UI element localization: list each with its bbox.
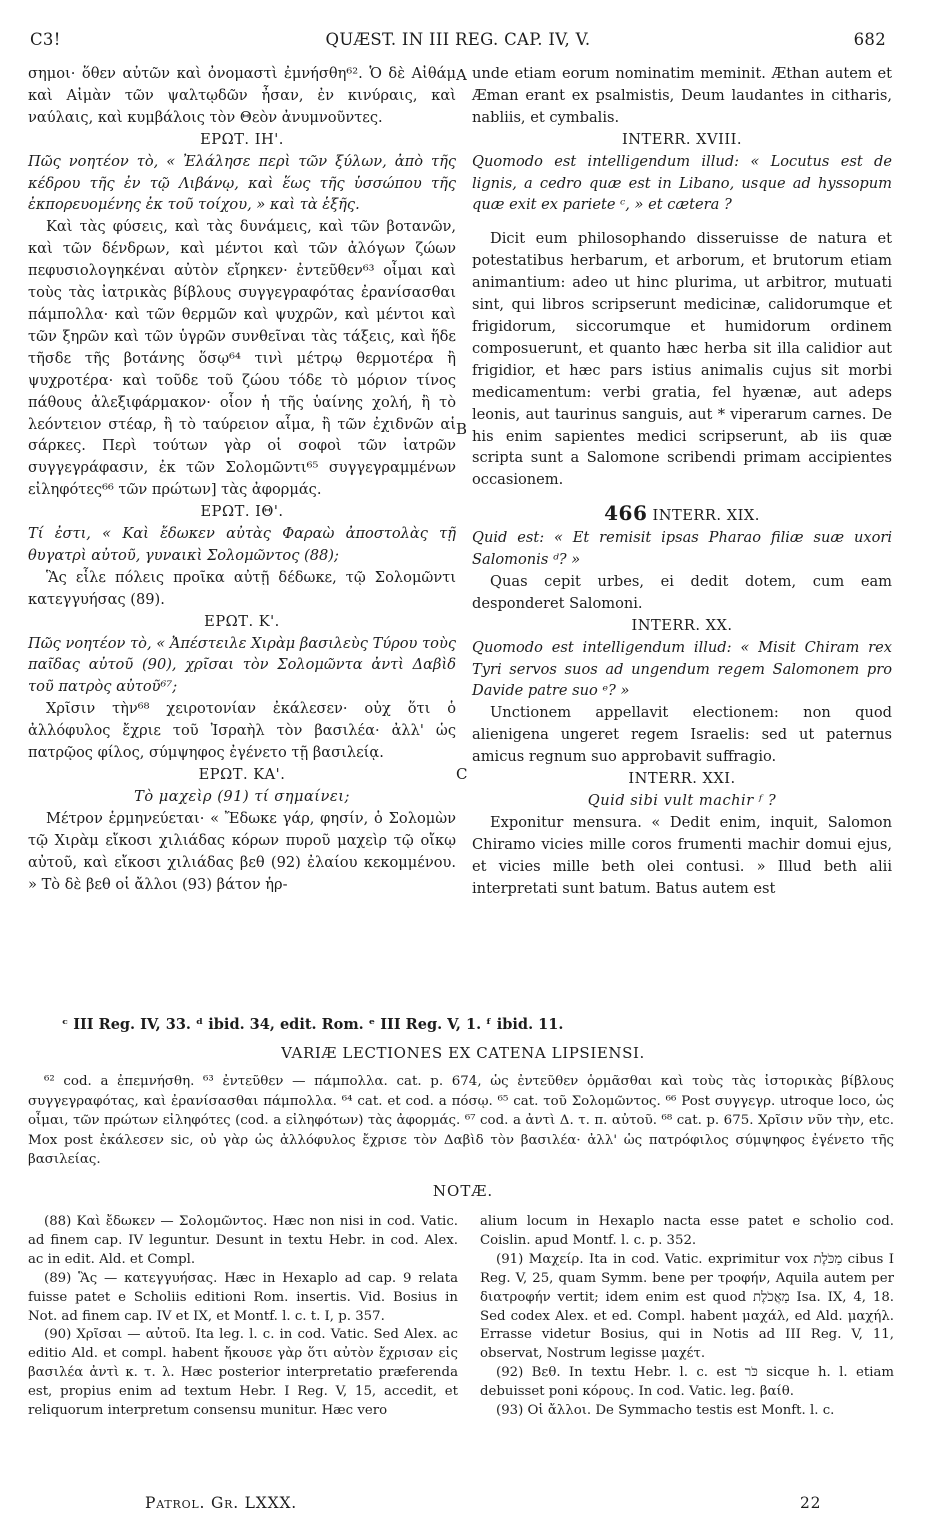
- series-signature: Patrol. Gr. LXXX.: [145, 1494, 298, 1512]
- latin-answer: Exponitur mensura. « Dedit enim, inquit, Salomon Chiramo vicies mille coros frumenti machir domui ejus, et vicies mille beth olei contusi. » Illud beth alii interpretati sunt batum. Batus autem est: [472, 813, 892, 897]
- latin-question-heading: INTERR. XVIII.: [621, 130, 743, 148]
- greek-question: Πῶς νοητέον τὸ, « Ἐλάλησε περὶ τῶν ξύλων, ἀπὸ τῆς κέδρου τῆς ἐν τῷ Λιβάνῳ, καὶ ἕως τῆς ὑσσώπου τῆς ἐκπορευομένης ἐκ τοῦ τοίχου, » καὶ τὰ ἑξῆς.: [28, 152, 456, 214]
- latin-question: Quid sibi vult machir ᶠ ?: [587, 792, 777, 809]
- greek-answer: Μέτρον ἑρμηνεύεται· « Ἔδωκε γάρ, φησίν, ὁ Σολομὼν τῷ Χιρὰμ εἴκοσι χιλιάδας κόρων πυροῦ μαχεὶρ τῷ οἴκῳ αὐτοῦ, καὶ εἴκοσι χιλιάδας βεθ (92) ἐλαίου κεκομμένου. » Τὸ δὲ βεθ οἱ ἄλλοι (93) βάτον ἡρ-: [28, 809, 456, 893]
- greek-question: Πῶς νοητέον τὸ, « Ἀπέστειλε Χιρὰμ βασιλεὺς Τύρου τοὺς παῖδας αὐτοῦ (90), χρῖσαι τὸν Σολομῶντα ἀντὶ Δαβὶδ τοῦ πατρὸς αὐτοῦ⁶⁷;: [28, 634, 456, 696]
- running-title: QUÆST. IN III REG. CAP. IV, V.: [325, 30, 591, 49]
- greek-question-heading: ΕΡΩΤ. ΙΘ'.: [200, 503, 284, 521]
- greek-question-heading: ΕΡΩΤ. ΙΗ'.: [200, 130, 284, 148]
- variae-lectiones: [28, 1072, 894, 1170]
- note-90: (90) Χρῖσαι — αὐτοῦ. Ita leg. l. c. in cod. Vatic. Sed Alex. ac editio Ald. et compl. habent ἤκουσε γὰρ ὅτι αὐτὸν ἔχρισαν εἰς βασιλέα ἀντὶ κ. τ. λ. Hæc posterior interpretatio præferenda est, propius enim ad textum Hebr. I Reg. V, 15, accedit, et reliquorum interpretum consensu munitur. Hæc vero: [28, 1327, 458, 1419]
- note-93: (93) Οἱ ἄλλοι. De Symmacho testis est Monft. l. c.: [496, 1403, 835, 1419]
- latin-answer: Dicit eum philosophando disseruisse de natura et potestatibus herbarum, et arborum, et brutorum etiam animantium: adeo ut hinc plurima, ut arbitror, mutuati sint, qui libros scripserunt medicinæ, calidorumque et frigidorum, siccorumque et humidorum ordinem composuerunt, et quanto hæc herba sit illa calidior aut frigidior, et hæc pars istius animalis cujus sit morbi medicamentum: verbi gratia, fel hyænæ, aut adeps leonis, aut taurinus sanguis, aut * viperarum carnes. De his enim sapientes medici scripserunt, ab iis quæ scripta sunt a Salomone scribendi primam accipientes occasionem.: [472, 230, 892, 489]
- latin-question-heading: INTERR. XXI.: [628, 770, 736, 788]
- note-88: (88) Καὶ ἔδωκεν — Σολομῶντος. Hæc non nisi in cod. Vatic. ad finem cap. IV leguntur. Desunt in textu Hebr. in cod. Alex. ac in edit. Ald. et Compl.: [28, 1214, 458, 1267]
- greek-question-heading: ΕΡΩΤ. Κ'.: [204, 612, 280, 630]
- greek-question: Τὸ μαχεὶρ (91) τί σημαίνει;: [134, 787, 350, 805]
- margin-marker-c: C: [456, 765, 468, 783]
- greek-answer: Χρῖσιν τὴν⁶⁸ χειροτονίαν ἐκάλεσεν· οὐχ ὅτι ὁ ἀλλόφυλος ἔχριε τοῦ Ἰσραὴλ τὸν βασιλέα· ἀλλ' ὡς πατρῷος φίλος, σύμψηφος ἐγένετο τῇ βασιλείᾳ.: [28, 700, 456, 762]
- latin-answer: Unctionem appellavit electionem: non quod alienigena ungeret regem Israelis: sed ut paternus amicus regnum suo approbavit suffragio.: [472, 704, 892, 766]
- note-89: (89) Ἃς — κατεγγυήσας. Hæc in Hexaplo ad cap. 9 relata fuisse patet e Scholiis editioni Rom. insertis. Vid. Bosius in Not. ad finem cap. IV et IX, et Montf. l. c. t. I, p. 357.: [28, 1270, 458, 1324]
- variae-lectiones-text: ⁶² cod. a ἐπεμνήσθη. ⁶³ ἐντεῦθεν — πάμπολλα. cat. p. 674, ὡς ἐντεῦθεν ὁρμᾶσθαι καὶ τοὺς τὰς ἰστορικὰς βίβλους συγγεγραφότας, καὶ ἐρανίσασθαι πάμπολλα. ⁶⁴ cat. et cod. a πόσῳ. ⁶⁵ cat. τοῦ Σολομῶντος. ⁶⁶ Post συγγεγρ. utroque loco, ὡς οἶμαι, τῶν πρώτων εἰληφότες (cod. a εἰληφότων) τὰς ἀφορμάς. ⁶⁷ cod. a ἀντὶ Δ. τ. π. αὐτοῦ. ⁶⁸ cat. p. 675. Χρῖσιν νῦν τὴν, etc. Mox post ἐκάλεσεν sic, οὐ γὰρ ὡς ἀλλόφυλος ἔχρισε τὸν Δαβὶδ τὸν βασιλέα· ἀλλ' ὡς πατρόφιλος σύμψηφος ἐγένετο τῆς βασιλείας.: [28, 1074, 894, 1167]
- margin-marker-a: A: [456, 66, 467, 84]
- latin-question-heading: 466 INTERR. XIX.: [604, 501, 760, 526]
- scripture-references: ᶜ III Reg. IV, 33. ᵈ ibid. 34, edit. Rom. ᵉ III Reg. V, 1. ᶠ ibid. 11.: [62, 1016, 564, 1033]
- greek-column: [28, 63, 456, 895]
- latin-paragraph: unde etiam eorum nominatim meminit. Æthan autem et Æman erant ex psalmistis, Deum laudantes in citharis, nabliis, et cymbalis.: [472, 65, 892, 126]
- latin-question: Quid est: « Et remisit ipsas Pharao filiæ suæ uxori Salomonis ᵈ? »: [472, 529, 892, 569]
- greek-answer: Ἃς εἷλε πόλεις προῖκα αὐτῇ δέδωκε, τῷ Σολομῶντι κατεγγυήσας (89).: [28, 568, 456, 608]
- gathering-number: 22: [800, 1494, 822, 1512]
- running-header: [30, 30, 886, 56]
- greek-answer: Καὶ τὰς φύσεις, καὶ τὰς δυνάμεις, καὶ τῶν βοτανῶν, καὶ τῶν δένδρων, καὶ μέντοι καὶ τῶν ἀλόγων ζώων πεφυσιολογηκέναι αὐτὸν εἴρηκεν· ἐντεῦθεν⁶³ οἶμαι καὶ τοὺς τὰς ἰατρικὰς βίβλους συγγεγραφότας ἐρανίσασθαι πάμπολλα· καὶ τῶν θερμῶν καὶ ψυχρῶν, καὶ μέντοι καὶ τῶν ξηρῶν καὶ τῶν ὑγρῶν συνθεῖναι τὰς τάξεις, καὶ ἥδε τῆσδε τῆς βοτάνης ὅσῳ⁶⁴ τινὶ μέτρῳ θερμοτέρα ἢ ψυχροτέρα· καὶ τοῦδε τοῦ ζώου τόδε τὸ μόριον τίνος πάθους ἀλεξιφάρμακον· οἷον ἡ τῆς ὑαίνης χολή, ἢ τὸ λεόντειον στέαρ, ἢ τὸ ταύρειον αἷμα, ἢ τῶν ἐχιδνῶν αἱ σάρκες. Περὶ τούτων γὰρ οἱ σοφοὶ τῶν ἰατρῶν συγγεγράφασιν, ἐκ τῶν Σολομῶντι⁶⁵ συγγεγραμμένων εἰληφότες⁶⁶ τῶν πρώτων] τὰς ἀφορμάς.: [28, 218, 456, 499]
- note-92: (92) Βεθ. In textu Hebr. l. c. est כֹּר sicque h. l. etiam debuisset poni κόρους. In cod. Vatic. leg. βαίθ.: [480, 1365, 894, 1400]
- notae-heading: NOTÆ.: [432, 1182, 494, 1200]
- latin-question: Quomodo est intelligendum illud: « Locutus est de lignis, a cedro quæ est in Libano, usque ad hyssopum quæ exit ex pariete ᶜ, » et cætera ?: [472, 152, 892, 214]
- variae-lectiones-heading: VARIÆ LECTIONES EX CATENA LIPSIENSI.: [281, 1044, 645, 1062]
- notes-left-column: [28, 1213, 458, 1421]
- margin-marker-b: B: [456, 420, 468, 438]
- left-page-number: C3!: [30, 30, 61, 49]
- latin-answer: Quas cepit urbes, ei dedit dotem, cum eam desponderet Salomoni.: [472, 572, 892, 612]
- greek-question: Τί ἐστι, « Καὶ ἔδωκεν αὐτὰς Φαραὼ ἀποστολὰς τῇ θυγατρὶ αὐτοῦ, γυναικὶ Σολομῶντος (88);: [28, 525, 456, 564]
- right-page-number: 682: [853, 30, 886, 49]
- latin-question: Quomodo est intelligendum illud: « Misit Chiram rex Tyri servos suos ad ungendum regem Salomonem pro Davide patre suo ᵉ? »: [472, 638, 892, 700]
- notes-right-column: [480, 1213, 894, 1421]
- note-91: (91) Μαχείρ. Ita in cod. Vatic. exprimitur vox מַכֹּלֶת cibus I Reg. V, 25, quam Symm. bene per τροφήν, Aquila autem per διατροφήν vertit; idem enim est quod מַאֲכֹלֶת Isa. IX, 4, 18. Sed codex Alex. et ed. Compl. habent μαχάλ, ed Ald. μαχήλ. Errasse videtur Bosius, qui in Notis ad III Reg. V, 11, observat, Nostrum legisse μαχέτ.: [480, 1251, 895, 1362]
- note-90-continued: alium locum in Hexaplo nacta esse patet e scholio cod. Coislin. apud Montf. l. c. p. 352.: [480, 1214, 894, 1248]
- greek-question-heading: ΕΡΩΤ. ΚΑ'.: [198, 766, 286, 783]
- greek-paragraph: σημοι· ὅθεν αὐτῶν καὶ ὀνομαστὶ ἐμνήσθη⁶². Ὁ δὲ Αἰθάμ καὶ Αἰμὰν τῶν ψαλτῳδῶν ἦσαν, ἐν κινύραις, καὶ ναύλαις, καὶ κυμβάλοις τὸν Θεὸν ἀνυμνοῦντες.: [28, 65, 456, 126]
- column-number: 466: [604, 501, 648, 526]
- latin-column: [472, 63, 892, 900]
- latin-question-heading: INTERR. XX.: [631, 616, 733, 634]
